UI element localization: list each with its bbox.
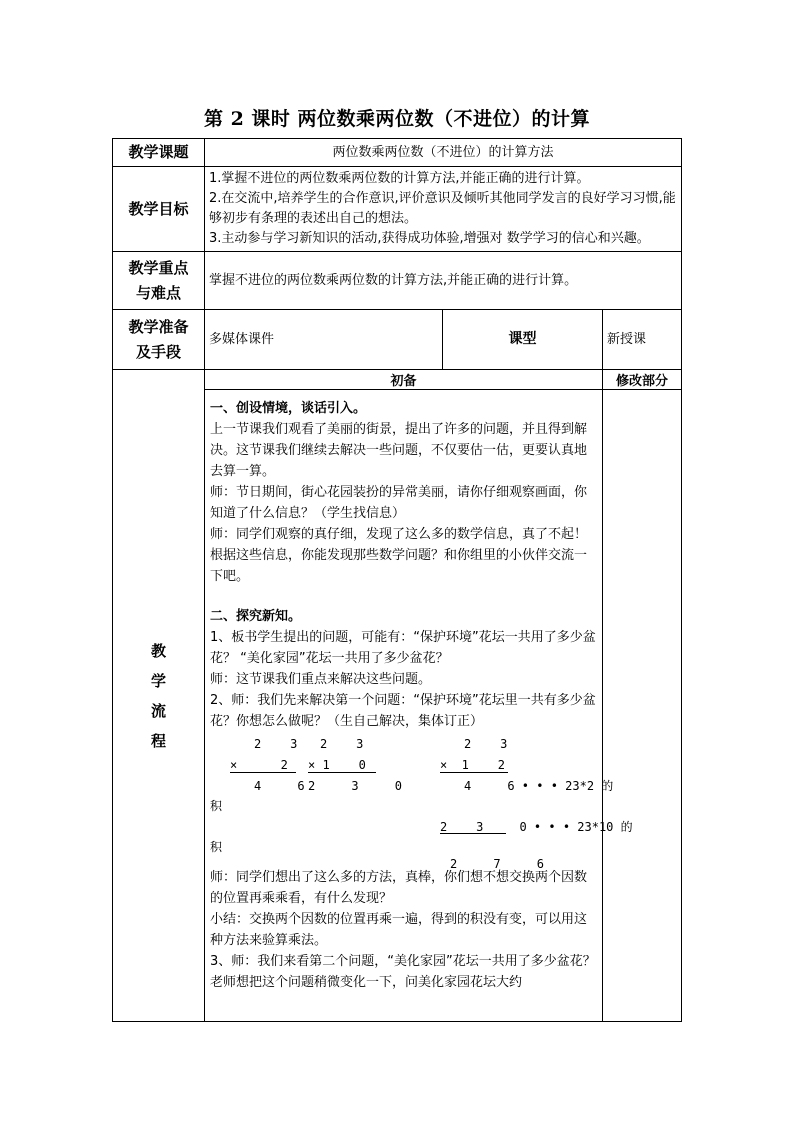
calc-c-partial-1-tail: 积 (210, 799, 223, 813)
keypoints-value: 掌握不进位的两位数乘两位数的计算方法,并能正确的进行计算。 (205, 252, 682, 310)
calc-c-partial-1: 4 6 • • • 23*2 的 (464, 779, 614, 793)
calc-c-mid: × 1 2 (440, 758, 506, 772)
calc-b-bot: 2 3 0 (308, 779, 402, 793)
prep-value: 多媒体课件 (205, 310, 443, 370)
prep-label: 教学准备 及手段 (113, 310, 205, 370)
goal-item: 1.掌握不进位的两位数乘两位数的计算方法,并能正确的进行计算。 (209, 171, 590, 186)
paragraph: 小结：交换两个因数的位置再乘一遍，得到的积没有变，可以用这种方法来验算乘法。 (210, 912, 588, 948)
goals-label: 教学目标 (113, 167, 205, 252)
flow-label: 教 学 流 程 (113, 370, 205, 1022)
lesson-type-label: 课型 (443, 310, 603, 370)
paragraph: 2、师：我们先来解决第一个问题：“保护环境”花坛里一共有多少盆花？你想怎么做呢？（生自己解决，集体订正） (210, 693, 596, 729)
goal-item: 3.主动参与学习新知识的活动,获得成功体验,增强对 数学学习的信心和兴趣。 (209, 231, 650, 246)
section-heading: 一、创设情境，谈话引入。 (210, 401, 367, 416)
lesson-type-value: 新授课 (603, 310, 682, 370)
draft-column-header: 初备 (205, 370, 603, 390)
revision-column-header: 修改部分 (603, 370, 682, 390)
row-prep (113, 310, 682, 370)
row-keypoints (113, 252, 682, 310)
calc-a-top: 2 3 (254, 737, 298, 751)
lesson-plan-table (112, 138, 682, 1022)
calc-a-bot: 4 6 (254, 779, 305, 793)
section-heading: 二、探究新知。 (210, 609, 302, 624)
revision-content (603, 390, 682, 1022)
page-title: 第 2 课时 两位数乘两位数（不进位）的计算 (203, 108, 591, 130)
draft-content (205, 390, 633, 1022)
calc-b-top: 2 3 (320, 737, 364, 751)
paragraph: 3、师：我们来看第二个问题，“美化家园”花坛一共用了多少盆花？老师想把这个问题稍微变化一下，问美化家园花坛大约 (210, 954, 596, 990)
calc-c-top: 2 3 (464, 737, 508, 751)
keypoints-label: 教学重点 与难点 (113, 252, 205, 310)
row-topic (113, 139, 682, 167)
goals-list (205, 167, 682, 252)
vertical-calculations (210, 732, 633, 871)
calc-c-partial-2-tail: 积 (210, 840, 223, 854)
row-flow-header (113, 370, 682, 390)
paragraph: 师：同学们观察的真仔细，发现了这么多的数学信息，真了不起！根据这些信息，你能发现那些数学问题？和你组里的小伙伴交流一下吧。 (210, 527, 588, 584)
paragraph: 上一节课我们观看了美丽的街景，提出了许多的问题，并且得到解决。这节课我们继续去解决一些问题，不仅要估一估，更要认真地去算一算。 (210, 422, 588, 479)
calc-b-mid: × 1 0 (308, 758, 366, 772)
paragraph: 1、板书学生提出的问题，可能有：“保护环境”花坛一共用了多少盆花？ “美化家园”花坛一共用了多少盆花？ (210, 630, 596, 666)
topic-label: 教学课题 (113, 139, 205, 167)
paragraph: 师：这节课我们重点来解决这些问题。 (210, 672, 432, 687)
calc-c-partial-2: 2 3 0 • • • 23*10 的 (440, 820, 633, 834)
row-goals (113, 167, 682, 252)
paragraph: 师：节日期间，街心花园装扮的异常美丽，请你仔细观察画面，你知道了什么信息？（学生找信息） (210, 485, 588, 521)
paragraph: 师：同学们想出了这么多的方法，真棒，你们想不想交换两个因数的位置再乘乘看，有什么发现？ (210, 870, 588, 906)
calc-c-sum: 2 7 6 (450, 857, 544, 871)
topic-value: 两位数乘两位数（不进位）的计算方法 (205, 139, 682, 167)
calc-a-mid: × 2 (230, 758, 288, 772)
goal-item: 2.在交流中,培养学生的合作意识,评价意识及倾听其他同学发言的良好学习习惯,能够初步有条理的表述出自己的想法。 (209, 191, 676, 226)
